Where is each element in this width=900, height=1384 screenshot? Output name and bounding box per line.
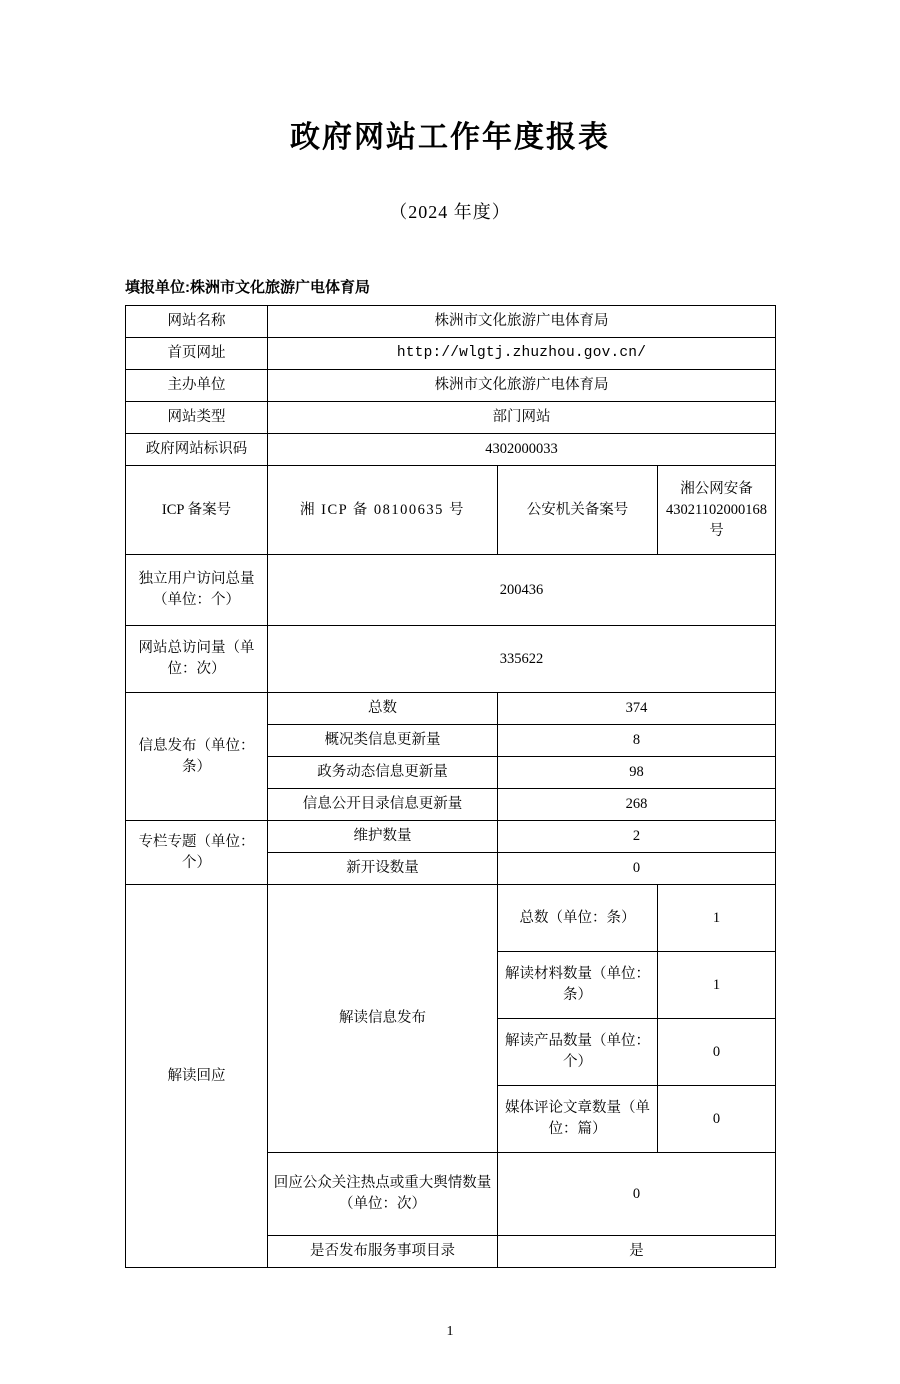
interpret-item-value: 1 <box>658 952 776 1019</box>
hotspot-response-label: 回应公众关注热点或重大舆情数量（单位：次） <box>268 1153 498 1236</box>
annual-report-table <box>125 305 776 1268</box>
interpret-item-value: 0 <box>658 1086 776 1153</box>
reporting-unit-label: 填报单位:株洲市文化旅游广电体育局 <box>125 279 370 296</box>
icp-label: ICP 备案号 <box>126 466 268 555</box>
document-page <box>0 112 900 1384</box>
unique-visitors-value: 200436 <box>268 555 776 626</box>
interpret-item-value: 1 <box>658 885 776 952</box>
info-publish-item-value: 374 <box>498 693 776 725</box>
table-row <box>126 693 776 725</box>
site-type-label: 网站类型 <box>126 402 268 434</box>
info-publish-item-name: 概况类信息更新量 <box>268 725 498 757</box>
interpret-item-name: 解读产品数量（单位：个） <box>498 1019 658 1086</box>
interpret-item-name: 媒体评论文章数量（单位：篇） <box>498 1086 658 1153</box>
table-row <box>126 402 776 434</box>
police-record-label: 公安机关备案号 <box>498 466 658 555</box>
interpret-item-value: 0 <box>658 1019 776 1086</box>
homepage-value: http://wlgtj.zhuzhou.gov.cn/ <box>268 338 776 370</box>
site-name-value: 株洲市文化旅游广电体育局 <box>268 306 776 338</box>
site-code-label: 政府网站标识码 <box>126 434 268 466</box>
column-topic-item-value: 2 <box>498 821 776 853</box>
info-publish-item-value: 268 <box>498 789 776 821</box>
page-number: 1 <box>446 1324 454 1339</box>
interpret-publish-label: 解读信息发布 <box>268 885 498 1153</box>
interpret-response-label: 解读回应 <box>126 885 268 1268</box>
table-row <box>126 555 776 626</box>
site-code-value: 4302000033 <box>268 434 776 466</box>
table-row <box>126 338 776 370</box>
total-visits-label: 网站总访问量（单位：次） <box>126 626 268 693</box>
hotspot-response-value: 0 <box>498 1153 776 1236</box>
table-row <box>126 626 776 693</box>
table-row <box>126 821 776 853</box>
interpret-item-name: 总数（单位：条） <box>498 885 658 952</box>
column-topic-label: 专栏专题（单位：个） <box>126 821 268 885</box>
sponsor-value: 株洲市文化旅游广电体育局 <box>268 370 776 402</box>
column-topic-item-name: 维护数量 <box>268 821 498 853</box>
column-topic-item-value: 0 <box>498 853 776 885</box>
column-topic-item-name: 新开设数量 <box>268 853 498 885</box>
site-type-value: 部门网站 <box>268 402 776 434</box>
unique-visitors-label: 独立用户访问总量（单位：个） <box>126 555 268 626</box>
table-row <box>126 434 776 466</box>
sponsor-label: 主办单位 <box>126 370 268 402</box>
info-publish-item-name: 总数 <box>268 693 498 725</box>
police-record-value: 湘公网安备 43021102000168 号 <box>658 466 776 555</box>
table-row <box>126 466 776 555</box>
table-row <box>126 370 776 402</box>
info-publish-label: 信息发布（单位：条） <box>126 693 268 821</box>
table-row <box>126 885 776 952</box>
homepage-label: 首页网址 <box>126 338 268 370</box>
page-subtitle: （2024 年度） <box>389 202 511 222</box>
info-publish-item-value: 8 <box>498 725 776 757</box>
page-title: 政府网站工作年度报表 <box>290 121 610 154</box>
total-visits-value: 335622 <box>268 626 776 693</box>
interpret-item-name: 解读材料数量（单位：条） <box>498 952 658 1019</box>
icp-value: 湘 ICP 备 08100635 号 <box>268 466 498 555</box>
table-row <box>126 306 776 338</box>
service-catalog-value: 是 <box>498 1236 776 1268</box>
site-name-label: 网站名称 <box>126 306 268 338</box>
info-publish-item-name: 政务动态信息更新量 <box>268 757 498 789</box>
info-publish-item-value: 98 <box>498 757 776 789</box>
info-publish-item-name: 信息公开目录信息更新量 <box>268 789 498 821</box>
service-catalog-label: 是否发布服务事项目录 <box>268 1236 498 1268</box>
